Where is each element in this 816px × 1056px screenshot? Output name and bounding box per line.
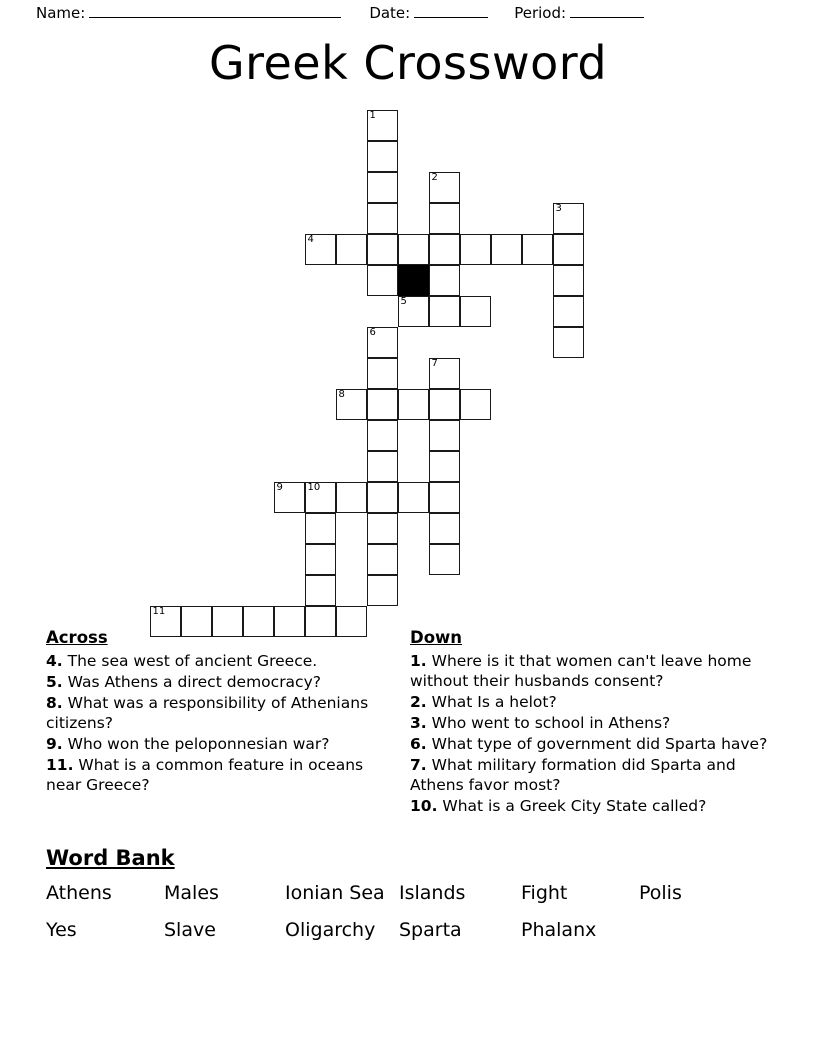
word-bank-word[interactable]: Islands (399, 882, 466, 904)
grid-cell[interactable] (305, 482, 336, 513)
grid-cell[interactable] (367, 482, 398, 513)
grid-cell-number: 2 (431, 172, 438, 183)
grid-cell[interactable] (460, 389, 491, 420)
grid-cell[interactable] (336, 234, 367, 265)
grid-cell[interactable] (336, 389, 367, 420)
grid-cell[interactable] (398, 234, 429, 265)
grid-cell[interactable] (429, 420, 460, 451)
grid-cell-number: 3 (555, 203, 562, 214)
grid-cell[interactable] (429, 482, 460, 513)
grid-cell[interactable] (553, 234, 584, 265)
across-clue-text: Who won the peloponnesian war? (62, 735, 330, 753)
grid-cell[interactable] (305, 544, 336, 575)
word-bank-row (46, 882, 746, 919)
down-clue-text: What type of government did Sparta have? (426, 735, 768, 753)
word-bank-heading: Word Bank (46, 846, 175, 870)
across-clue-number: 5. (46, 673, 63, 691)
down-clue-number: 7. (410, 756, 427, 774)
word-bank-word[interactable]: Yes (46, 919, 77, 941)
crossword-grid (150, 110, 620, 630)
down-clue-number: 6. (410, 735, 427, 753)
down-clue-number: 10. (410, 797, 438, 815)
down-clue (410, 734, 770, 754)
word-bank-word[interactable]: Athens (46, 882, 112, 904)
grid-cell-number: 4 (307, 234, 314, 245)
down-clues-section (410, 628, 770, 817)
across-clues-section (46, 628, 402, 796)
grid-cell[interactable] (522, 234, 553, 265)
word-bank (46, 882, 746, 956)
grid-cell[interactable] (553, 327, 584, 358)
grid-cell[interactable] (367, 110, 398, 141)
word-bank-word[interactable]: Males (164, 882, 219, 904)
grid-cell[interactable] (367, 358, 398, 389)
word-bank-row (46, 919, 746, 956)
across-clue (46, 672, 402, 692)
grid-cell[interactable] (367, 420, 398, 451)
grid-cell[interactable] (367, 544, 398, 575)
grid-cell-number: 7 (431, 358, 438, 369)
down-clue (410, 651, 770, 691)
grid-cell-number: 8 (338, 389, 345, 400)
grid-cell-number: 9 (276, 482, 283, 493)
down-clue (410, 796, 770, 816)
word-bank-word[interactable]: Slave (164, 919, 216, 941)
period-label: Period: (514, 4, 567, 22)
across-clue (46, 755, 402, 795)
grid-cell[interactable] (429, 203, 460, 234)
page-title: Greek Crossword (208, 36, 608, 90)
name-field[interactable] (36, 4, 341, 22)
grid-cell-number: 1 (369, 110, 376, 121)
grid-cell[interactable] (429, 544, 460, 575)
across-clue (46, 651, 402, 671)
grid-cell[interactable] (429, 358, 460, 389)
grid-cell[interactable] (460, 234, 491, 265)
grid-cell[interactable] (367, 141, 398, 172)
grid-cell[interactable] (553, 203, 584, 234)
down-heading: Down (410, 628, 463, 647)
grid-cell[interactable] (367, 327, 398, 358)
grid-cell-number: 5 (400, 296, 407, 307)
across-clue-list (46, 651, 402, 795)
across-clue (46, 734, 402, 754)
down-clue (410, 692, 770, 712)
grid-cell[interactable] (553, 265, 584, 296)
name-write-line[interactable] (89, 5, 341, 18)
grid-cell[interactable] (367, 451, 398, 482)
grid-cell[interactable] (429, 389, 460, 420)
grid-cell[interactable] (491, 234, 522, 265)
grid-cell[interactable] (367, 172, 398, 203)
grid-cell[interactable] (367, 513, 398, 544)
grid-cell[interactable] (429, 451, 460, 482)
down-clue-text: Where is it that women can't leave home without their husbands consent? (410, 652, 752, 690)
across-clue-number: 11. (46, 756, 74, 774)
down-clue-text: What Is a helot? (426, 693, 557, 711)
grid-cell[interactable] (274, 482, 305, 513)
grid-cell[interactable] (367, 265, 398, 296)
down-clue-list (410, 651, 770, 816)
grid-cell[interactable] (429, 172, 460, 203)
word-bank-word[interactable]: Polis (639, 882, 682, 904)
worksheet-header (0, 0, 816, 26)
across-clue-number: 4. (46, 652, 63, 670)
grid-cell[interactable] (398, 296, 429, 327)
grid-cell[interactable] (305, 575, 336, 606)
across-clue-text: What is a common feature in oceans near Greece? (46, 756, 364, 794)
word-bank-word[interactable]: Oligarchy (285, 919, 376, 941)
down-clue-number: 1. (410, 652, 427, 670)
grid-cell[interactable] (553, 296, 584, 327)
date-write-line[interactable] (414, 5, 488, 18)
down-clue (410, 755, 770, 795)
grid-cell[interactable] (429, 265, 460, 296)
down-clue (410, 713, 770, 733)
word-bank-word[interactable]: Sparta (399, 919, 462, 941)
across-clue-text: The sea west of ancient Greece. (62, 652, 318, 670)
name-label: Name: (36, 4, 86, 22)
across-clue-text: Was Athens a direct democracy? (62, 673, 321, 691)
word-bank-word[interactable]: Fight (521, 882, 568, 904)
date-field[interactable] (369, 4, 488, 22)
grid-cell[interactable] (398, 389, 429, 420)
grid-cell[interactable] (305, 513, 336, 544)
grid-cell[interactable] (367, 575, 398, 606)
grid-cell[interactable] (460, 296, 491, 327)
grid-cell-number: 10 (307, 482, 321, 493)
grid-cell-number: 6 (369, 327, 376, 338)
grid-cell[interactable] (429, 296, 460, 327)
date-label: Date: (369, 4, 411, 22)
grid-cell[interactable] (429, 234, 460, 265)
grid-cell[interactable] (336, 482, 367, 513)
down-clue-number: 2. (410, 693, 427, 711)
across-clue (46, 693, 402, 733)
down-clue-text: Who went to school in Athens? (426, 714, 671, 732)
grid-cell-blocked (398, 265, 429, 296)
down-clue-text: What is a Greek City State called? (437, 797, 707, 815)
grid-cell[interactable] (429, 513, 460, 544)
across-heading: Across (46, 628, 108, 647)
period-field[interactable] (514, 4, 644, 22)
across-clue-number: 9. (46, 735, 63, 753)
across-clue-number: 8. (46, 694, 63, 712)
word-bank-word[interactable]: Ionian Sea (285, 882, 385, 904)
across-clue-text: What was a responsibility of Athenians citizens? (46, 694, 369, 732)
grid-cell[interactable] (367, 203, 398, 234)
grid-cell[interactable] (367, 234, 398, 265)
grid-cell[interactable] (305, 234, 336, 265)
down-clue-number: 3. (410, 714, 427, 732)
period-write-line[interactable] (570, 5, 644, 18)
grid-cell-number: 11 (152, 606, 166, 617)
grid-cell[interactable] (398, 482, 429, 513)
grid-cell[interactable] (367, 389, 398, 420)
down-clue-text: What military formation did Sparta and Athens favor most? (410, 756, 736, 794)
word-bank-word[interactable]: Phalanx (521, 919, 597, 941)
